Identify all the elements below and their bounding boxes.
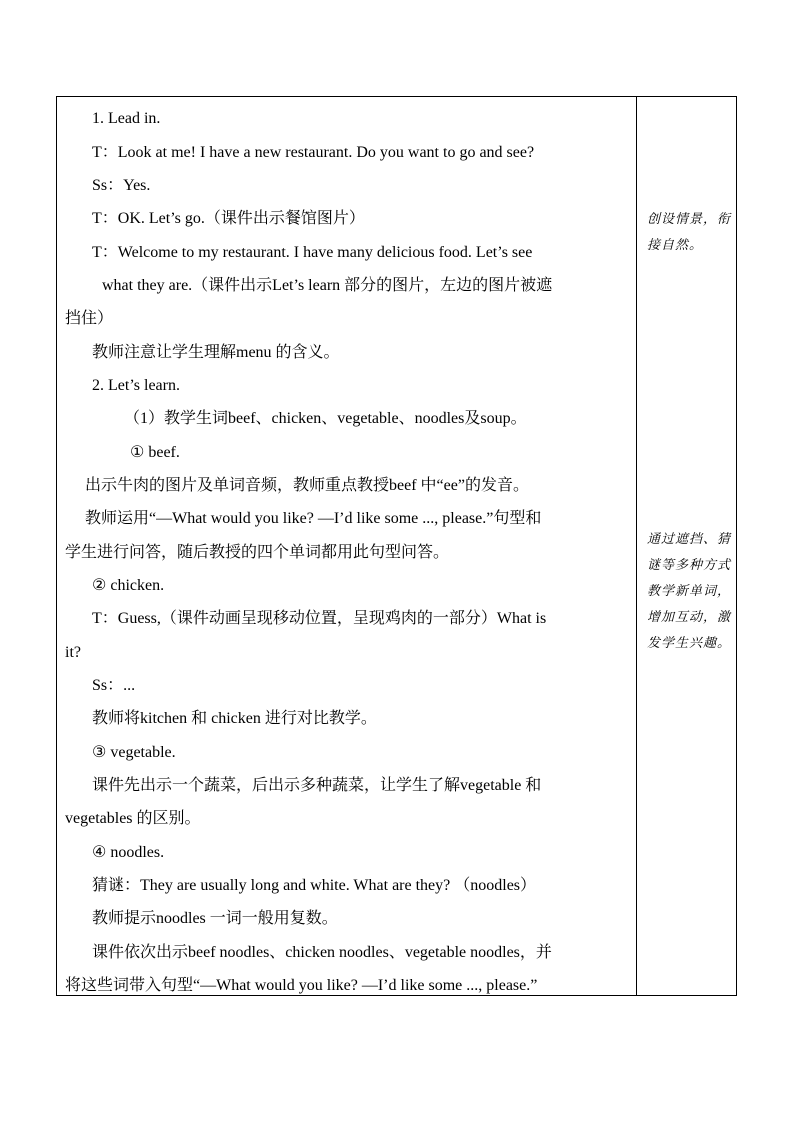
lesson-line: 学生进行问答，随后教授的四个单词都用此句型问答。: [65, 544, 450, 561]
lesson-line: 教师运用“—What would you like? —I’d like some ..., please.”句型和: [85, 510, 542, 527]
lesson-line: 猜谜：They are usually long and white. What are they? （noodles）: [92, 877, 537, 894]
lesson-line: it?: [65, 644, 81, 661]
lesson-line: T：Look at me! I have a new restaurant. Do you want to go and see?: [92, 144, 535, 161]
lesson-line: 将这些词带入句型“—What would you like? —I’d like some ..., please.”: [65, 977, 538, 994]
lesson-line: T：Guess,（课件动画呈现移动位置，呈现鸡肉的一部分）What is: [92, 610, 547, 627]
lesson-line: 教师提示noodles 一词一般用复数。: [92, 910, 338, 927]
lesson-content-column: [57, 97, 636, 995]
lesson-line: （1）教学生词beef、chicken、vegetable、noodles及soup。: [124, 410, 527, 427]
lesson-line: ④ noodles.: [92, 844, 165, 861]
lesson-line: ③ vegetable.: [92, 744, 176, 761]
lesson-line: 挡住）: [65, 310, 114, 327]
lesson-line: vegetables 的区别。: [65, 810, 201, 827]
lesson-line: 教师注意让学生理解menu 的含义。: [92, 344, 340, 361]
lesson-line: 教师将kitchen 和 chicken 进行对比教学。: [92, 710, 377, 727]
lesson-table: [56, 96, 737, 996]
lesson-line: 1. Lead in.: [92, 110, 161, 127]
lesson-line: 课件先出示一个蔬菜，后出示多种蔬菜，让学生了解vegetable 和: [92, 777, 542, 794]
lesson-line: ① beef.: [130, 444, 180, 461]
design-note: 通过遮挡、猜谜等多种方式教学新单词，增加互动，激发学生兴趣。: [647, 532, 732, 651]
lesson-line: Ss：Yes.: [92, 177, 151, 194]
lesson-line: Ss：...: [92, 677, 136, 694]
lesson-line: T：OK. Let’s go.（课件出示餐馆图片）: [92, 210, 365, 227]
lesson-line: T：Welcome to my restaurant. I have many delicious food. Let’s see: [92, 244, 533, 261]
lesson-line: 课件依次出示beef noodles、chicken noodles、vegetable noodles，并: [92, 944, 552, 961]
lesson-line: 出示牛肉的图片及单词音频，教师重点教授beef 中“ee”的发音。: [85, 477, 529, 494]
design-note: 创设情景，衔接自然。: [647, 212, 732, 253]
design-notes-column: [637, 97, 737, 995]
lesson-line: ② chicken.: [92, 577, 165, 594]
lesson-line: what they are.（课件出示Let’s learn 部分的图片，左边的图片被遮: [102, 277, 553, 294]
lesson-line: 2. Let’s learn.: [92, 377, 180, 394]
